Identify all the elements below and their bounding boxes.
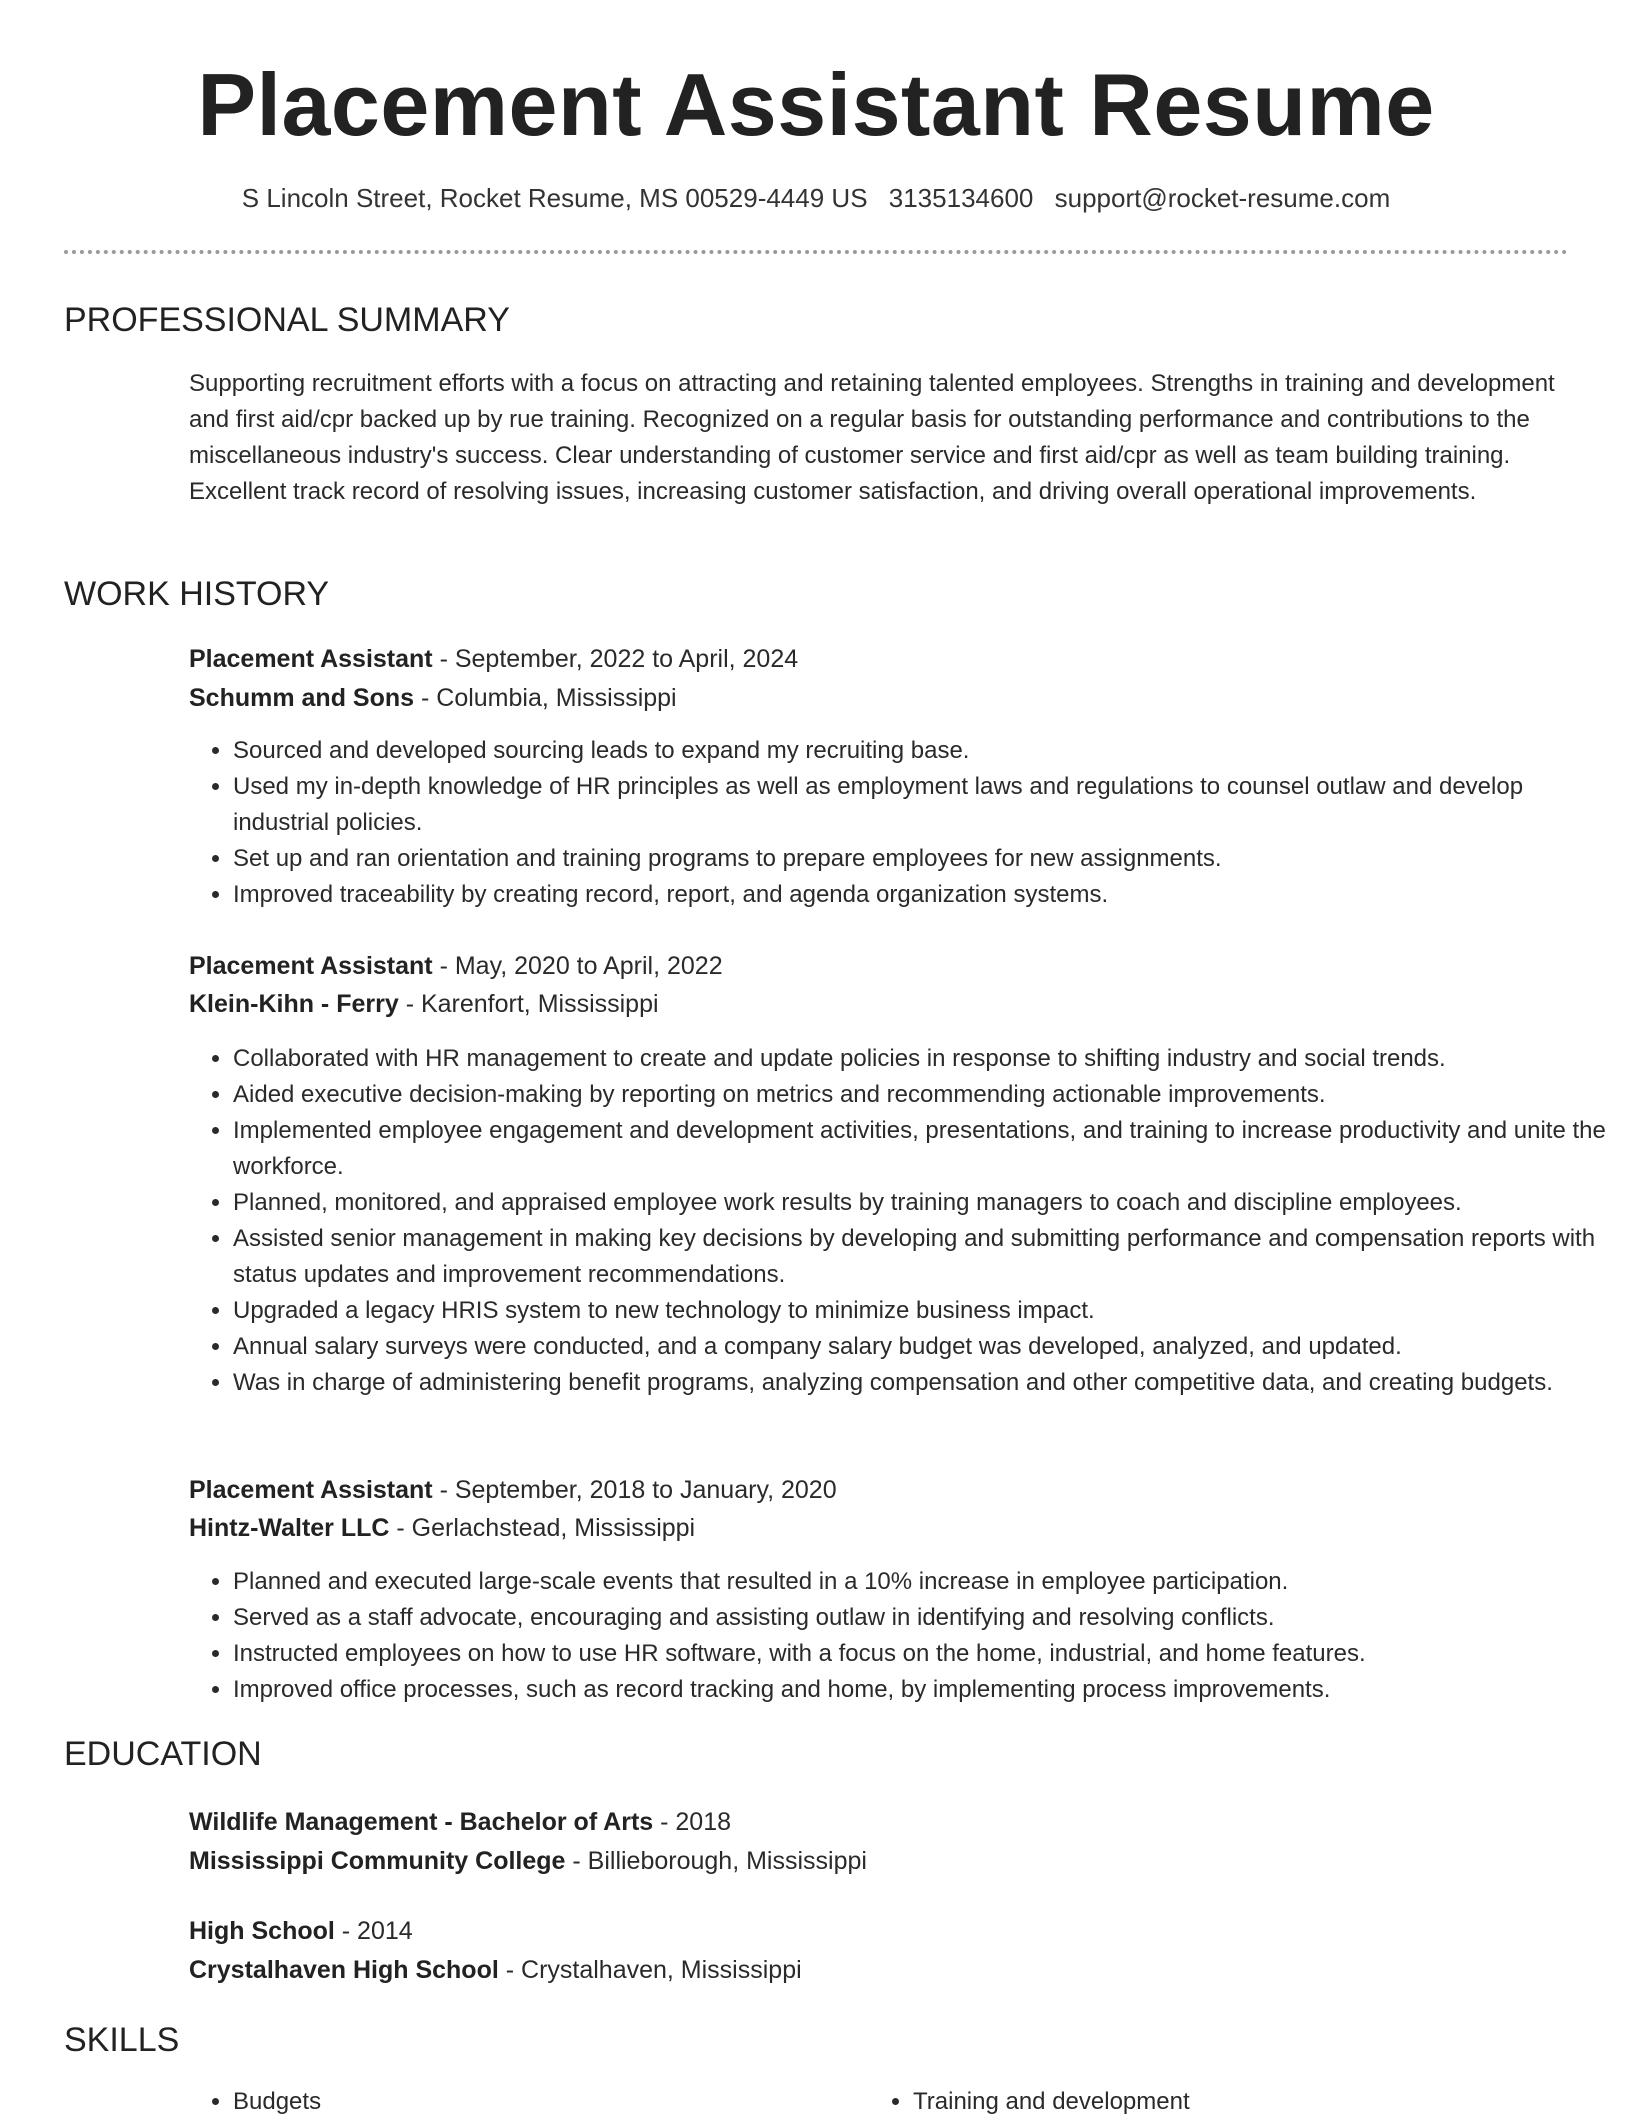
job-bullets	[189, 733, 1618, 913]
list-item: • Improved traceability by creating record, report, and agenda organization systems.	[233, 877, 1618, 913]
job-company: Hintz-Walter LLC	[189, 1514, 390, 1542]
job-bullets	[189, 1564, 1618, 1708]
list-item: • Collaborated with HR management to create and update policies in response to shifting industry and social trends.	[233, 1041, 1618, 1077]
job-location: - Gerlachstead, Mississippi	[389, 1514, 696, 1542]
education-school-line	[189, 1952, 802, 1988]
job-title-line	[189, 1472, 837, 1508]
job-title-line	[189, 641, 798, 677]
job-title: Placement Assistant	[189, 645, 433, 673]
skill-item: • Training and development	[913, 2084, 1553, 2120]
education-school: Mississippi Community College	[189, 1847, 566, 1875]
list-item: • Used my in-depth knowledge of HR principles as well as employment laws and regulations to counsel outlaw and develop industrial policies.	[233, 769, 1618, 841]
contact-phone: 3135134600	[888, 183, 1034, 213]
list-item: • Assisted senior management in making key decisions by developing and submitting performance and compensation reports with status updates and improvement recommendations.	[233, 1221, 1618, 1293]
skill-item: • Budgets	[233, 2084, 853, 2120]
list-item: • Planned, monitored, and appraised employee work results by training managers to coach and discipline employees.	[233, 1185, 1618, 1221]
job-title-line	[189, 948, 723, 984]
section-title-education: EDUCATION	[64, 1735, 262, 1773]
education-school: Crystalhaven High School	[189, 1956, 499, 1984]
education-location: - Crystalhaven, Mississippi	[498, 1956, 802, 1984]
skills-list-right	[869, 2084, 1553, 2120]
job-company: Klein-Kihn - Ferry	[189, 990, 399, 1018]
job-title: Placement Assistant	[189, 1476, 433, 1504]
list-item: • Instructed employees on how to use HR software, with a focus on the home, industrial, and home features.	[233, 1636, 1618, 1672]
job-company-line	[189, 986, 659, 1022]
education-degree: High School	[189, 1917, 335, 1945]
list-item: • Implemented employee engagement and development activities, presentations, and training to increase productivity and unite the workforce.	[233, 1113, 1618, 1185]
job-location: - Karenfort, Mississippi	[398, 990, 659, 1018]
section-title-skills: SKILLS	[64, 2021, 180, 2059]
job-location: - Columbia, Mississippi	[414, 684, 677, 712]
job-dates: - September, 2018 to January, 2020	[432, 1476, 837, 1504]
contact-line	[0, 180, 1632, 216]
contact-email: support@rocket-resume.com	[1054, 183, 1391, 213]
list-item: • Improved office processes, such as record tracking and home, by implementing process improvements.	[233, 1672, 1618, 1708]
list-item: • Planned and executed large-scale events that resulted in a 10% increase in employee participation.	[233, 1564, 1618, 1600]
education-degree-line	[189, 1913, 413, 1949]
education-school-line	[189, 1843, 867, 1879]
job-company-line	[189, 680, 677, 716]
education-degree: Wildlife Management - Bachelor of Arts	[189, 1808, 654, 1836]
job-company: Schumm and Sons	[189, 684, 415, 712]
list-item: • Upgraded a legacy HRIS system to new technology to minimize business impact.	[233, 1293, 1618, 1329]
list-item: • Annual salary surveys were conducted, and a company salary budget was developed, analyzed, and updated.	[233, 1329, 1618, 1365]
job-company-line	[189, 1510, 695, 1546]
education-location: - Billieborough, Mississippi	[565, 1847, 867, 1875]
summary-text: Supporting recruitment efforts with a focus on attracting and retaining talented employees. Strengths in training and development and first aid/cpr backed up by rue training. Recognized on a regular basis for outstanding performance and contributions to the miscellaneous industry's success. Clear understanding of customer service and first aid/cpr as well as team building training. Excellent track record of resolving issues, increasing customer satisfaction, and driving overall operational improvements.	[189, 370, 1555, 505]
list-item: • Set up and ran orientation and training programs to prepare employees for new assignments.	[233, 841, 1618, 877]
list-item: • Sourced and developed sourcing leads to expand my recruiting base.	[233, 733, 1618, 769]
list-item: • Was in charge of administering benefit programs, analyzing compensation and other competitive data, and creating budgets.	[233, 1365, 1618, 1401]
header-divider	[64, 250, 1568, 254]
job-dates: - September, 2022 to April, 2024	[432, 645, 799, 673]
education-year: - 2018	[653, 1808, 732, 1836]
section-title-work: WORK HISTORY	[64, 575, 330, 613]
section-title-summary: PROFESSIONAL SUMMARY	[64, 301, 510, 339]
job-bullets	[189, 1041, 1618, 1401]
education-year: - 2014	[334, 1917, 413, 1945]
skills-list-left	[189, 2084, 853, 2120]
resume-title: Placement Assistant Resume	[197, 55, 1435, 154]
list-item: • Served as a staff advocate, encouraging and assisting outlaw in identifying and resolving conflicts.	[233, 1600, 1618, 1636]
education-degree-line	[189, 1804, 731, 1840]
job-dates: - May, 2020 to April, 2022	[432, 952, 723, 980]
contact-address: S Lincoln Street, Rocket Resume, MS 00529-4449 US	[241, 183, 868, 213]
list-item: • Aided executive decision-making by reporting on metrics and recommending actionable improvements.	[233, 1077, 1618, 1113]
job-title: Placement Assistant	[189, 952, 433, 980]
